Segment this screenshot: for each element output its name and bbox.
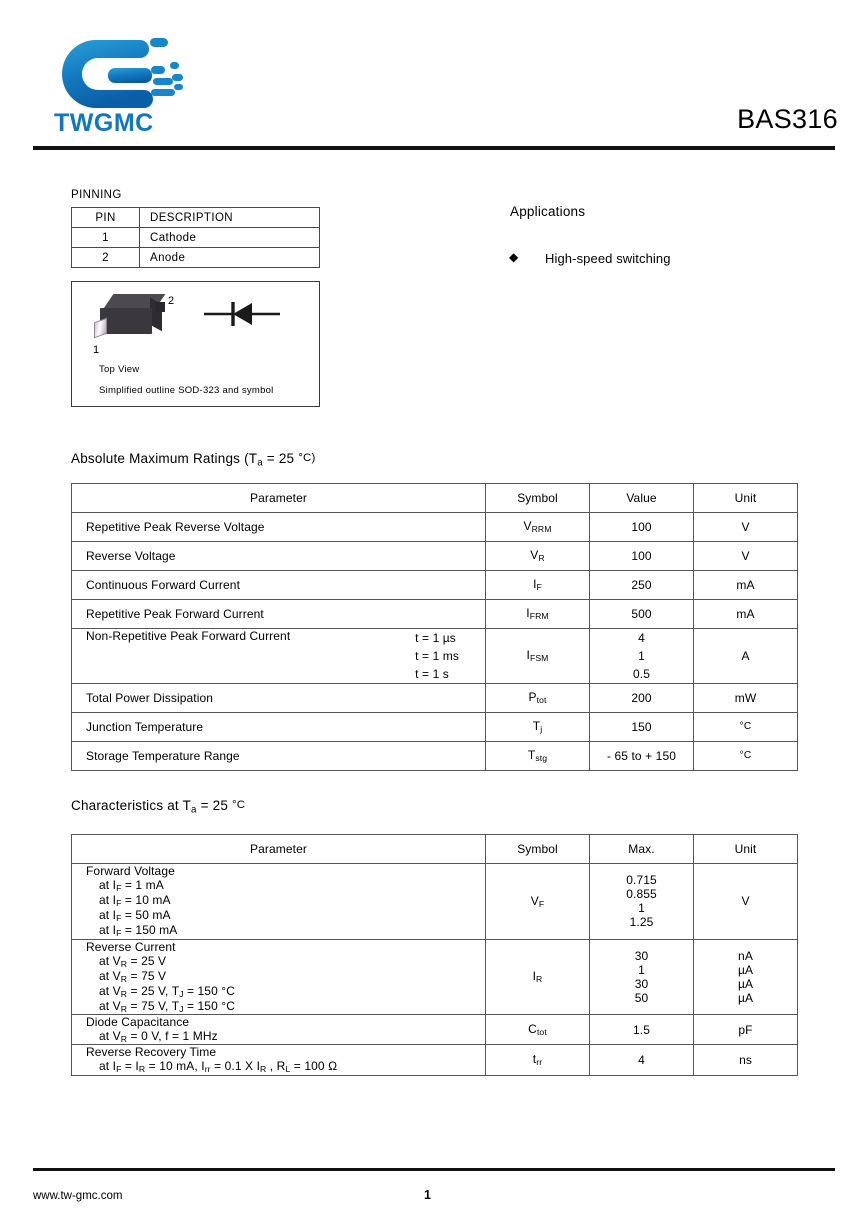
table-header-row [72, 835, 798, 864]
amr-value: 200 [590, 684, 694, 713]
diode-symbol-icon [202, 299, 282, 329]
amr-unit: A [694, 629, 798, 684]
amr-heading-rest: = 25 [262, 451, 299, 466]
package-caption-topview: Top View [99, 364, 140, 375]
pinning-table [71, 207, 320, 268]
bullet-diamond-icon: ◆ [509, 250, 519, 264]
char-symbol: $V_F$ [486, 864, 590, 940]
amr-parameter: Non-Repetitive Peak Forward Current [86, 629, 291, 643]
amr-parameter: Junction Temperature [72, 713, 486, 742]
logo-wordmark: TWGMC [54, 109, 154, 137]
amr-unit: V [694, 513, 798, 542]
absolute-maximum-ratings-table [71, 483, 798, 771]
table-header-row [72, 484, 798, 513]
char-col-symbol: Symbol [486, 835, 590, 864]
amr-symbol: $T_j$ [486, 713, 590, 742]
table-row [72, 629, 798, 684]
char-parameter-title: Diode Capacitance [86, 1015, 190, 1030]
pin-number: 2 [72, 248, 140, 268]
amr-value: 250 [590, 571, 694, 600]
char-values: 4 [590, 1045, 694, 1075]
amr-parameter-with-conditions [72, 629, 486, 684]
char-heading-sub: a [191, 804, 197, 816]
pin-number: 1 [72, 228, 140, 248]
amr-col-parameter: Parameter [72, 484, 486, 513]
characteristics-table [71, 834, 798, 1076]
char-units: V [694, 864, 798, 940]
table-row [72, 513, 798, 542]
char-symbol: $t_{rr}$ [486, 1045, 590, 1075]
amr-symbol: $I_{FSM}$ [486, 629, 590, 684]
char-conditions: at $I_F = 1$ mA at $I_F = 10$ mA at $I_F = 50$ mA at $I_F = 150$ mA [99, 878, 178, 939]
char-values: 0.715 0.855 1 1.25 [590, 864, 694, 940]
amr-heading-unit: °C) [298, 451, 316, 464]
package-front-face [100, 308, 152, 334]
package-pin-label-1: 1 [93, 344, 100, 356]
table-row [72, 713, 798, 742]
table-row [72, 542, 798, 571]
company-logo [52, 28, 192, 136]
amr-unit: mA [694, 600, 798, 629]
char-parameter-block [72, 864, 486, 940]
amr-value: - 65 to + 150 [590, 742, 694, 771]
package-lead-2 [156, 302, 165, 312]
amr-symbol: $P_{tot}$ [486, 684, 590, 713]
char-values: 1.5 [590, 1015, 694, 1045]
amr-symbol: $V_{RRM}$ [486, 513, 590, 542]
application-item: High-speed switching [545, 251, 671, 266]
package-lead-1 [94, 318, 107, 339]
amr-unit: V [694, 542, 798, 571]
char-col-unit: Unit [694, 835, 798, 864]
amr-conditions: t = 1 µs t = 1 ms t = 1 s [415, 631, 459, 681]
amr-symbol: $V_R$ [486, 542, 590, 571]
char-heading-text: Characteristics at T [71, 798, 192, 813]
char-parameter-block [72, 939, 486, 1015]
amr-parameter: Storage Temperature Range [72, 742, 486, 771]
pinning-header-description: DESCRIPTION [140, 208, 320, 228]
amr-parameter: Repetitive Peak Forward Current [72, 600, 486, 629]
amr-value: 150 [590, 713, 694, 742]
char-units: nA µA µA µA [694, 939, 798, 1015]
char-units: pF [694, 1015, 798, 1045]
characteristics-heading [71, 798, 245, 815]
amr-unit: mA [694, 571, 798, 600]
amr-unit: °C [694, 742, 798, 771]
logo-glyph-icon [52, 28, 192, 120]
amr-parameter: Repetitive Peak Reverse Voltage [72, 513, 486, 542]
table-row [72, 248, 320, 268]
amr-col-unit: Unit [694, 484, 798, 513]
package-caption-outline: Simplified outline SOD-323 and symbol [99, 385, 274, 396]
footer-website-url: www.tw-gmc.com [33, 1190, 123, 1202]
table-row [72, 228, 320, 248]
pin-description: Cathode [140, 228, 320, 248]
amr-col-symbol: Symbol [486, 484, 590, 513]
amr-unit: mW [694, 684, 798, 713]
amr-col-value: Value [590, 484, 694, 513]
table-row [72, 864, 798, 940]
sod323-package-icon [100, 294, 175, 340]
pin-description: Anode [140, 248, 320, 268]
header-divider [33, 146, 835, 150]
page-number: 1 [424, 1188, 431, 1202]
char-parameter-block [72, 1045, 486, 1075]
amr-value: 500 [590, 600, 694, 629]
char-heading-rest: = 25 [196, 798, 233, 813]
table-row [72, 939, 798, 1015]
page-header [0, 0, 868, 150]
table-row [72, 571, 798, 600]
amr-value: 100 [590, 513, 694, 542]
pinning-header-pin: PIN [72, 208, 140, 228]
amr-symbol: $T_{stg}$ [486, 742, 590, 771]
char-parameter-title: Reverse Current [86, 939, 176, 954]
table-row [72, 600, 798, 629]
pinning-label: PINNING [71, 189, 122, 201]
applications-title: Applications [510, 204, 586, 219]
amr-parameter: Reverse Voltage [72, 542, 486, 571]
amr-value: 4 1 0.5 [590, 629, 694, 684]
amr-heading-text: Absolute Maximum Ratings (T [71, 451, 258, 466]
amr-heading-sub: a [257, 457, 263, 469]
table-row [72, 742, 798, 771]
char-conditions: at $I_F = I_R = 10$ mA, $I_{rr} = 0.1$ X $I_R$ , $R_L = 100$ Ω [99, 1059, 338, 1075]
amr-parameter: Continuous Forward Current [72, 571, 486, 600]
absolute-maximum-ratings-heading [71, 451, 315, 468]
char-symbol: $I_R$ [486, 939, 590, 1015]
footer-divider [33, 1168, 835, 1171]
amr-unit: °C [694, 713, 798, 742]
char-symbol: $C_{tot}$ [486, 1015, 590, 1045]
char-values: 30 1 30 50 [590, 939, 694, 1015]
amr-symbol: $I_F$ [486, 571, 590, 600]
table-row [72, 684, 798, 713]
amr-symbol: $I_{FRM}$ [486, 600, 590, 629]
table-row [72, 1015, 798, 1045]
char-parameter-title: Forward Voltage [86, 864, 175, 878]
char-parameter-title: Reverse Recovery Time [86, 1045, 217, 1060]
amr-value: 100 [590, 542, 694, 571]
char-col-max: Max. [590, 835, 694, 864]
char-col-parameter: Parameter [72, 835, 486, 864]
char-parameter-block [72, 1015, 486, 1045]
char-units: ns [694, 1045, 798, 1075]
table-header-row [72, 208, 320, 228]
table-row [72, 1045, 798, 1075]
part-number-title: BAS316 [737, 104, 838, 134]
char-conditions: at $V_R = 25$ V at $V_R = 75$ V at $V_R = 25$ V, $T_J = 150$ °C at $V_R = 75$ V, $T_J = 150$ °C [99, 953, 235, 1015]
package-pin-label-2: 2 [168, 295, 175, 307]
char-heading-unit: °C [232, 798, 246, 811]
amr-parameter: Total Power Dissipation [72, 684, 486, 713]
package-outline-box [71, 281, 320, 407]
char-conditions: at $V_R = 0$ V, f = 1 MHz [99, 1029, 218, 1045]
